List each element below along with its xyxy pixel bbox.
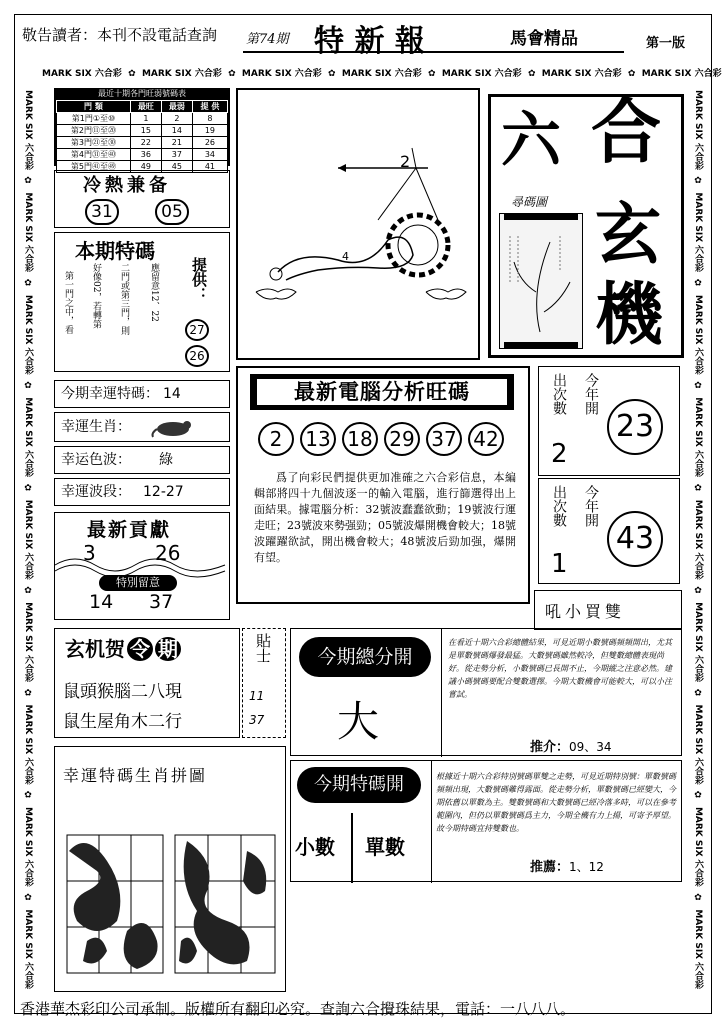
computer-title: 最新電腦分析旺碼: [257, 379, 507, 405]
special-number: 26: [185, 345, 209, 367]
scroll-image: [499, 213, 583, 349]
computer-title-frame: [250, 374, 514, 410]
split-pill: 今期總分開: [299, 637, 431, 677]
hot-table-header: 提 供: [192, 101, 227, 113]
special-open-a: 小數: [295, 835, 335, 859]
hot-table-header: 門 類: [57, 101, 131, 113]
mark-six-strip-left: MARK SIX 六合彩 ✿ MARK SIX 六合彩 ✿ MARK SIX 六合彩 ✿ MARK SIX 六合彩 ✿ MARK SIX 六合彩 ✿ MARK SIX 六合彩 ✿ MARK SIX 六合彩 ✿ MARK SIX 六合彩 ✿ MARK SIX 六合彩: [23, 90, 33, 990]
mystic-panel: [488, 90, 684, 358]
split-body: 在看近十期六合彩總體結果，可見近期小數號碼頻頻開出，尤其是單數號碼爆發最猛。大數號碼雖然較冷，但雙數總體表現尚好。從走勢分析，小數號碼已長開不止，今期縱之注意必然。建議小碼號碼要配合雙數選擇。今期大數機會可能較大，可以小注嘗試。: [448, 638, 672, 699]
special-open-body: 根據近十期六合彩特別號碼單雙之走勢，可見近期特別號：單數號碼頻頻出現，大數號碼難得露面。從走勢分析，單數號碼已經變大，今期依舊以單數為主。雙數號碼和大數號碼已經冷落多時，可以在參考範圍內，但仍以單數號碼爲主力，今期全機有力上揚，可寄予厚望。故今期特碼宜持雙數也。: [436, 772, 676, 833]
appear-number: 43: [607, 511, 663, 567]
puzzle-title: 幸運特碼生肖拼圖: [63, 766, 208, 785]
mark-six-strip-right: MARK SIX 六合彩 ✿ MARK SIX 六合彩 ✿ MARK SIX 六合彩 ✿ MARK SIX 六合彩 ✿ MARK SIX 六合彩 ✿ MARK SIX 六合彩 ✿ MARK SIX 六合彩 ✿ MARK SIX 六合彩 ✿ MARK SIX 六合彩: [693, 90, 703, 990]
special-open-pill: 今期特碼開: [297, 767, 421, 803]
wave-decoration: [55, 547, 227, 577]
header: [18, 18, 708, 59]
table-row: 第2門⑪至⑳ 15 14 19: [57, 125, 228, 137]
computer-number: 18: [342, 422, 378, 456]
hot-table-header: 最弱: [161, 101, 192, 113]
split-big: 大: [337, 697, 380, 746]
computer-body: 爲了向彩民們提供更加准確之六合彩信息，本編輯部將四十九個波逐一的輸入電腦，進行篩選得出上面結果。據電腦分析：32號波蠢蠢欲動；19號波行運走旺；23號波來勢强勁；05號波爆開機會較大；18號波躍躍欲試，開出機會較大；48號波后勁加强，爆開有望。: [254, 471, 516, 564]
appear-label: 今年開: [583, 373, 599, 415]
split-divider: [441, 629, 442, 757]
special-text: 應留意12、22: [149, 263, 159, 322]
poem-panel: [54, 628, 240, 738]
illustration-panel: [236, 88, 480, 360]
appear-count: 1: [551, 549, 568, 579]
contribution-number: 26: [155, 541, 181, 565]
table-row: 第1門①至⑩ 1 2 8: [57, 113, 228, 125]
computer-number: 42: [468, 422, 504, 456]
mystic-char: 機: [595, 275, 664, 355]
contribution-number: 37: [149, 591, 174, 613]
rat-icon: [151, 417, 195, 439]
contribution-banner: 特別留意: [99, 575, 177, 591]
shout-panel: [534, 590, 682, 630]
computer-number: 37: [426, 422, 462, 456]
special-title: 本期特碼: [75, 239, 155, 263]
poem-line: 鼠生屋角木二行: [63, 712, 182, 732]
puzzle-image: [57, 831, 283, 981]
special-code-panel: [54, 232, 230, 372]
special-text: 好像02，若轉第: [91, 263, 101, 329]
computer-number: 2: [258, 422, 294, 456]
table-row: 第5門㊶至㊾ 49 45 41: [57, 161, 228, 173]
split-recommend: 推介：09、34: [530, 740, 612, 755]
appear-count: 2: [551, 439, 568, 469]
appear-label: 出次數: [551, 485, 567, 527]
computer-number-row: [258, 422, 518, 458]
special-number: 27: [185, 319, 209, 341]
newspaper-title: 特 新 報: [314, 24, 425, 59]
hot-table-title: 最近十期各門旺弱號碼表: [98, 89, 186, 98]
footer: 香港華杰彩印公司承制。版權所有翻印必究。查詢六合攪珠結果，電話：一八八八。: [20, 1000, 576, 1018]
header-underline: [243, 51, 624, 53]
table-row: 第3門㉑至㉚ 22 21 26: [57, 137, 228, 149]
lucky-color-row: 幸运色波： 綠: [54, 446, 230, 474]
hot-table-panel: [54, 88, 230, 171]
appear-panel-2: [538, 478, 680, 584]
scroll-title: 尋碼圖: [511, 195, 548, 209]
shout-title: 吼小買雙: [545, 602, 626, 621]
appear-label: 今年開: [583, 485, 599, 527]
hot-cold-number: 31: [85, 199, 119, 225]
snake-illustration: [238, 90, 478, 358]
hot-cold-panel: [54, 170, 230, 228]
computer-panel: [236, 366, 530, 604]
appear-number: 23: [607, 399, 663, 455]
poem-title: 玄机贺 令 期: [65, 633, 181, 662]
puzzle-panel: [54, 746, 286, 992]
special-open-divider: [431, 761, 432, 883]
hot-cold-title: 冷熱兼备: [83, 175, 171, 196]
lucky-band-row: 幸運波段： 12-27: [54, 478, 230, 506]
hot-table: [56, 100, 228, 173]
special-open-recommend: 推薦：1、12: [530, 860, 604, 875]
contribution-number: 3: [83, 541, 96, 565]
special-text: 第一門之中，看: [63, 271, 73, 334]
mystic-char: 六: [501, 106, 561, 176]
special-open-divider: [351, 813, 353, 883]
tip-number: 37: [249, 713, 265, 727]
contribution-number: 14: [89, 591, 114, 613]
tip-panel: [242, 628, 286, 738]
appear-label: 出次數: [551, 373, 567, 415]
table-row: 第4門㉛至㊵ 36 37 34: [57, 149, 228, 161]
mystic-char: 玄: [595, 195, 661, 273]
hot-cold-number: 05: [155, 199, 189, 225]
newspaper-subtitle: 馬會精品: [510, 29, 578, 49]
computer-number: 13: [300, 422, 336, 456]
tip-label: 貼士: [254, 633, 272, 663]
computer-number: 29: [384, 422, 420, 456]
poem-line: 鼠頭猴腦二八現: [63, 682, 182, 702]
contribution-panel: [54, 512, 230, 620]
hot-table-header: 最旺: [130, 101, 161, 113]
issue-number: 第74期: [246, 32, 289, 47]
special-text: 二門或第三門，則: [119, 263, 129, 335]
reader-notice: 敬告讀者：本刊不設電話查詢: [22, 26, 218, 44]
special-open-b: 單數: [365, 835, 405, 859]
edition-label: 第一版: [646, 36, 686, 51]
lucky-zodiac-row: 幸運生肖：: [54, 412, 230, 442]
special-provide-label: 提供：: [190, 257, 208, 302]
tip-number: 11: [249, 689, 265, 703]
appear-panel-1: [538, 366, 680, 476]
mystic-char: 合: [591, 90, 661, 173]
lucky-code-row: 今期幸運特碼： 14: [54, 380, 230, 408]
illustration-number: 4: [342, 250, 349, 263]
contribution-title: 最新貢獻: [87, 519, 172, 541]
illustration-number: 2: [400, 152, 411, 171]
mark-six-strip-top: MARK SIX 六合彩 ✿ MARK SIX 六合彩 ✿ MARK SIX 六合彩 ✿ MARK SIX 六合彩 ✿ MARK SIX 六合彩 ✿ MARK SIX 六合彩 ✿ MARK SIX 六合彩: [42, 69, 722, 79]
